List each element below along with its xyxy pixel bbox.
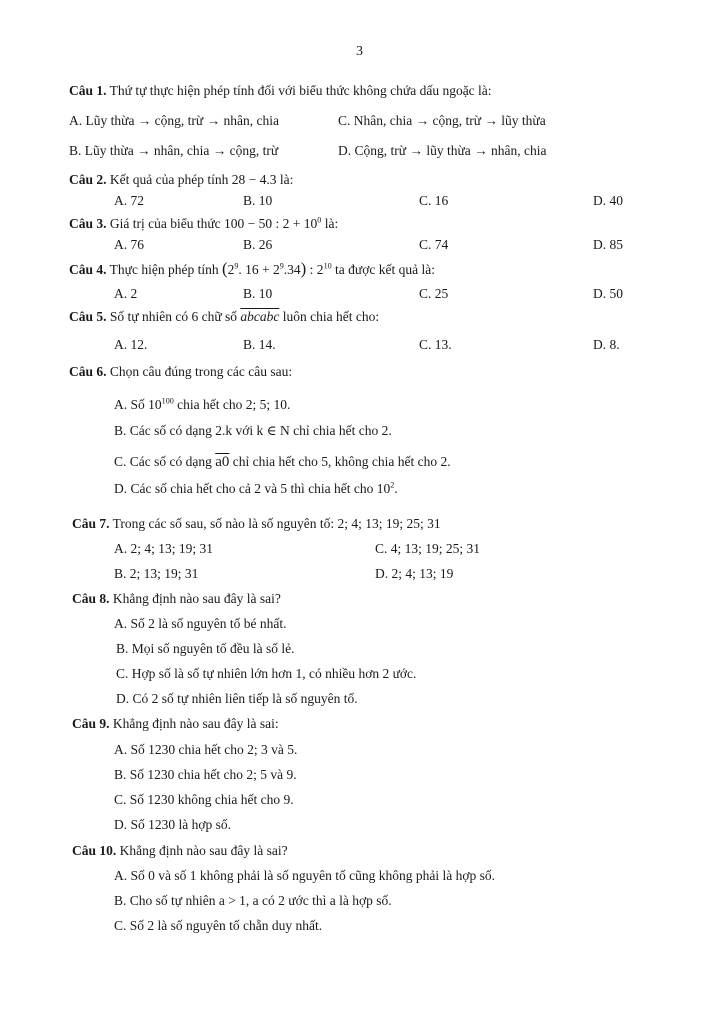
question-text-end: ta được kết quả là: (335, 262, 435, 277)
question-text: Chọn câu đúng trong các câu sau: (109, 364, 293, 379)
q2-option-a: A. 72 (114, 193, 144, 208)
question-3 (69, 216, 338, 232)
q6-option-d (114, 481, 398, 497)
question-text: Khẳng định nào sau đây là sai? (119, 843, 288, 858)
q8-option-c: C. Hợp số là số tự nhiên lớn hơn 1, có nhiều hơn 2 ước. (116, 666, 417, 681)
exponent: 100 (161, 396, 174, 406)
question-9 (72, 716, 279, 732)
math-expression (224, 216, 321, 231)
question-label: Câu 2. (69, 172, 107, 187)
q9-option-b: B. Số 1230 chia hết cho 2; 5 và 9. (114, 767, 297, 782)
question-text: Khẳng định nào sau đây là sai: (112, 716, 279, 731)
q7-option-a: A. 2; 4; 13; 19; 31 (114, 541, 214, 556)
q1-option-b: B. Lũy thừa → nhân, chia → cộng, trừ (69, 143, 279, 158)
option-text: A. Số 10 (114, 397, 162, 412)
q6-option-b: B. Các số có dạng 2.k với k ∈ N chỉ chia hết cho 2. (114, 423, 392, 438)
q1-option-a: A. Lũy thừa → cộng, trừ → nhân, chia (69, 113, 279, 128)
question-8 (72, 591, 281, 607)
exponent: 2 (390, 480, 395, 490)
question-text: Trong các số sau, số nào là số nguyên tố: 2; 4; 13; 19; 25; 31 (112, 516, 441, 531)
question-label: Câu 6. (69, 364, 107, 379)
question-label: Câu 8. (72, 591, 110, 606)
question-7 (72, 516, 441, 532)
math-expression: ($2^9$. $16 + 2^9.34$) : $2^{10}$ (221, 259, 332, 278)
question-text: Kết quả của phép tính (109, 172, 229, 187)
q4-option-c: C. 25 (419, 286, 449, 301)
q5-option-c: C. 13. (419, 337, 452, 352)
q10-option-a: A. Số 0 và số 1 không phải là số nguyên tố cũng không phải là hợp số. (114, 868, 495, 883)
question-label: Câu 7. (72, 516, 110, 531)
exponent: 0 (317, 215, 322, 225)
option-text-end: chia hết cho 2; 5; 10. (177, 397, 291, 412)
question-text-end: là: (279, 172, 294, 187)
option-text: D. Các số chia hết cho cả 2 và 5 thì chia hết cho 10 (114, 481, 391, 496)
q5-option-a: A. 12. (114, 337, 148, 352)
question-label: Câu 9. (72, 716, 110, 731)
q9-option-c: C. Số 1230 không chia hết cho 9. (114, 792, 294, 807)
math-base: 100 − 50 : 2 + 10 (224, 216, 318, 231)
q10-option-c: C. Số 2 là số nguyên tố chẵn duy nhất. (114, 918, 323, 933)
q3-option-b: B. 26 (243, 237, 273, 252)
q4-option-a: A. 2 (114, 286, 138, 301)
q5-option-b: B. 14. (243, 337, 276, 352)
question-label: Câu 3. (69, 216, 107, 231)
question-text: Số tự nhiên có 6 chữ số (109, 309, 238, 324)
math-expression: 28 − 4.3 (231, 172, 277, 187)
q6-option-a (114, 397, 290, 413)
question-2 (69, 172, 293, 188)
question-5 (69, 309, 379, 325)
q2-option-d: D. 40 (593, 193, 623, 208)
question-6 (69, 364, 292, 380)
question-10 (72, 843, 288, 859)
q7-option-c: C. 4; 13; 19; 25; 31 (375, 541, 481, 556)
q1-option-d: D. Cộng, trừ → lũy thừa → nhân, chia (338, 143, 547, 158)
q3-option-d: D. 85 (593, 237, 623, 252)
q2-option-c: C. 16 (419, 193, 449, 208)
q4-option-d: D. 50 (593, 286, 623, 301)
question-label: Câu 4. (69, 262, 107, 277)
question-text: Khẳng định nào sau đây là sai? (112, 591, 281, 606)
q5-option-d: D. 8. (593, 337, 620, 352)
question-text: Giá trị của biểu thức (109, 216, 221, 231)
option-text: C. Các số có dạng (114, 454, 212, 469)
q3-option-c: C. 74 (419, 237, 449, 252)
question-1 (69, 83, 492, 99)
q2-option-b: B. 10 (243, 193, 273, 208)
option-text-end: chỉ chia hết cho 5, không chia hết cho 2. (232, 454, 451, 469)
question-text-end: là: (324, 216, 339, 231)
q7-option-d: D. 2; 4; 13; 19 (375, 566, 454, 581)
question-text-end: luôn chia hết cho: (282, 309, 380, 324)
q10-option-b: B. Cho số tự nhiên a > 1, a có 2 ước thì a là hợp số. (114, 893, 392, 908)
q4-option-b: B. 10 (243, 286, 273, 301)
question-text: Thực hiện phép tính (109, 262, 219, 277)
q6-option-c (114, 454, 451, 471)
q1-option-c: C. Nhân, chia → cộng, trừ → lũy thừa (338, 113, 546, 128)
question-text: Thứ tự thực hiện phép tính đối với biểu thức không chứa dấu ngoặc là: (109, 83, 492, 98)
q8-option-b: B. Mọi số nguyên tố đều là số lẻ. (116, 641, 295, 656)
q3-option-a: A. 76 (114, 237, 144, 252)
page-number: 3 (356, 44, 363, 59)
q8-option-d: D. Có 2 số tự nhiên liên tiếp là số nguyên tố. (116, 691, 358, 706)
question-label: Câu 10. (72, 843, 117, 858)
q9-option-d: D. Số 1230 là hợp số. (114, 817, 232, 832)
q9-option-a: A. Số 1230 chia hết cho 2; 3 và 5. (114, 742, 298, 757)
question-4 (69, 259, 435, 279)
overline-number: abcabc (240, 309, 280, 324)
question-label: Câu 1. (69, 83, 107, 98)
overline-number: a0 (215, 454, 230, 470)
question-label: Câu 5. (69, 309, 107, 324)
q7-option-b: B. 2; 13; 19; 31 (114, 566, 199, 581)
q8-option-a: A. Số 2 là số nguyên tố bé nhất. (114, 616, 287, 631)
option-text-end: . (394, 481, 398, 496)
